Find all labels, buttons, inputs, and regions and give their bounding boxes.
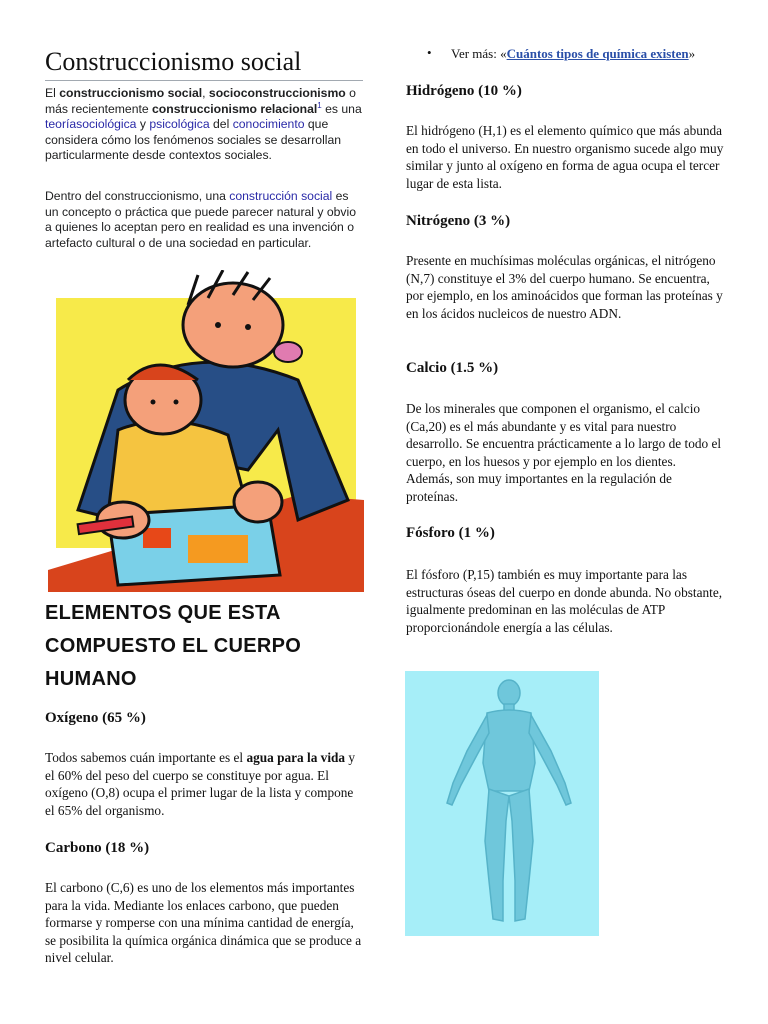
text-run: Todos sabemos cuán importante es el [45,750,247,765]
adult-guiding-child-illustration [48,270,364,592]
bold-term: socioconstruccionismo [208,86,346,100]
bold-term: construccionismo relacional [152,101,318,116]
nitrogeno-paragraph: Presente en muchísimas moléculas orgánicas, el nitrógeno (N,7) constituye el 3% del cuerpo humano. Se encuentra, por ejemplo, en los aminoácidos que forman las proteínas y en los ácidos nucleicos de nuestro ADN. [406,253,723,321]
calcio-heading: Calcio (1.5 %) [406,360,499,376]
text-run: que considera cómo los fenómenos sociales se desarrollan particularmente desde contextos sociales. [45,117,342,162]
link-conocimiento[interactable]: conocimiento [232,117,305,131]
fosforo-paragraph: El fósforo (P,15) también es muy importante para las estructuras óseas del cuerpo en donde abunda. No obstante, igualmente predominan en las moléculas de ATP proporcionándole energía a las células. [406,567,723,635]
carbono-paragraph: El carbono (C,6) es uno de los elementos más importantes para la vida. Mediante los enlaces carbono, que pueden formarse y romperse con una mínima cantidad de energía, se posibilita la química orgánica dinámica que se produce a nivel celular. [45,880,362,965]
bullet: • [427,45,432,60]
nitrogeno-heading: Nitrógeno (3 %) [406,213,511,229]
carbono-heading: Carbono (18 %) [45,840,150,856]
bold-term: agua para la vida [246,750,346,765]
text-run: o más recientemente [45,86,356,116]
link-psicologica[interactable]: psicológica [149,117,210,131]
social-construction-illustration [48,270,364,592]
link-construccion-social[interactable]: construcción social [229,189,333,203]
second-paragraph [45,189,365,251]
oxigeno-heading: Oxígeno (65 %) [45,710,146,726]
text-run: Ver más: « [451,46,507,61]
calcio-paragraph: De los minerales que componen el organismo, el calcio (Ca,20) es el más abundante y es vital para nuestro desarrollo. Se encuentra prácticamente a lo largo de todo el cuerpo, en los huesos y por ejemplo en los dientes. Además, son muy importantes en la regulación de proteínas. [406,401,722,504]
hidrogeno-heading: Hidrógeno (10 %) [406,83,522,99]
text-run: , [202,86,209,100]
text-run: Dentro del construccionismo, una [45,189,230,203]
text-run: y [136,117,150,131]
hidrogeno-paragraph: El hidrógeno (H,1) es el elemento químico que más abunda en todo el universo. En nuestro organismo sucede algo muy similar y junto al oxígeno en forma de agua ocupa el tercer lugar de esta lista. [406,123,724,191]
footnote-link[interactable]: 1 [317,100,322,110]
section-heading [45,597,375,696]
heading-line: ELEMENTOS QUE ESTA [45,602,281,624]
link-tipos-de-quimica[interactable]: Cuántos tipos de química existen [506,46,689,61]
text-run: El [45,86,60,100]
intro-paragraph [45,86,365,164]
text-run: es una [321,101,362,116]
human-body-figure [405,671,599,936]
link-teoria-sociologica[interactable]: teoríasociológica [45,117,137,131]
heading-line: COMPUESTO EL CUERPO [45,635,302,657]
heading-line: HUMANO [45,668,137,690]
text-run: » [688,46,696,61]
text-run: del [209,117,233,131]
text-run: es un concepto o práctica que puede parecer natural y obvio a quienes lo aceptan pero en realidad es una invención o artefacto cultural o de una sociedad en particular. [45,189,356,250]
text-run: y el 60% del peso del cuerpo se constituye por agua. El oxígeno (O,8) ocupa el primer lugar de la lista y compone el 65% del organismo. [45,750,356,818]
fosforo-heading: Fósforo (1 %) [406,525,495,541]
ver-mas-item [427,45,727,63]
oxigeno-paragraph [45,749,363,819]
human-body-model-icon [405,671,599,936]
bold-term: construccionismo social [59,86,203,100]
page-title: Construccionismo social [45,46,363,81]
